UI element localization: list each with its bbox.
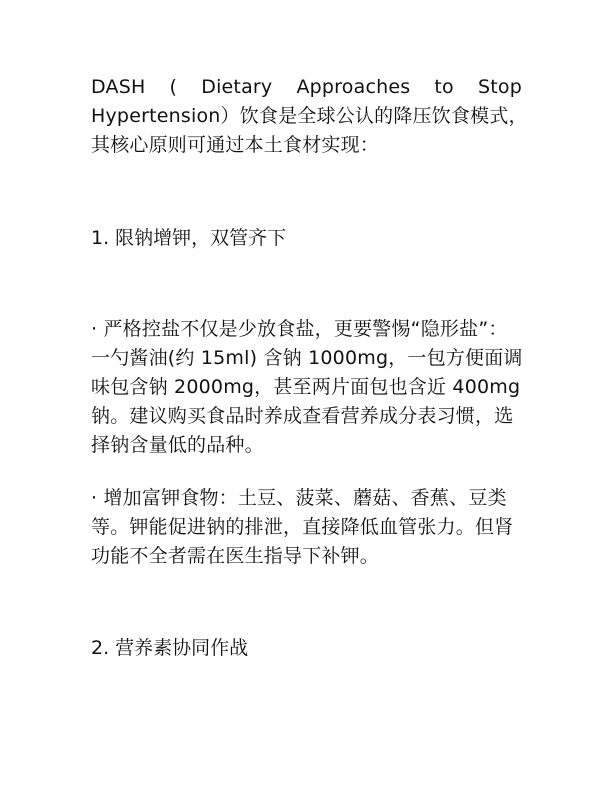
bullet-1-line: 一勺酱油(约 15ml) 含钠 1000mg，一包方便面调 xyxy=(91,347,523,369)
bullet-1-line: 择钠含量低的品种。 xyxy=(91,434,264,456)
bullet-2-line: 等。钾能促进钠的排泄，直接降低血管张力。但肾 xyxy=(91,516,514,538)
bullet-1-line: 味包含钠 2000mg，甚至两片面包也含近 400mg xyxy=(91,376,521,398)
intro-word: Approaches xyxy=(296,76,411,98)
bullet-1-paragraph xyxy=(91,315,522,460)
bullet-1-line: · 严格控盐不仅是少放食盐，更要警惕“隐形盐”： xyxy=(91,318,508,340)
section-2-heading: 2. 营养素协同作战 xyxy=(91,637,249,659)
bullet-2-line: · 增加富钾食物：土豆、菠菜、蘑菇、香蕉、豆类 xyxy=(91,487,507,509)
intro-word: to xyxy=(434,76,454,98)
intro-paragraph xyxy=(91,73,528,160)
bullet-1-line: 钠。建议购买食品时养成查看营养成分表习惯，选 xyxy=(91,405,514,427)
intro-word: Stop xyxy=(477,76,522,98)
intro-line-1 xyxy=(91,73,522,102)
bullet-2-line: 功能不全者需在医生指导下补钾。 xyxy=(91,545,380,567)
bullet-2-paragraph xyxy=(91,484,522,571)
intro-word: ( xyxy=(169,76,178,98)
intro-word: Dietary xyxy=(201,76,273,98)
section-1-heading: 1. 限钠增钾，双管齐下 xyxy=(91,227,287,249)
intro-line-3: 其核心原则可通过本土食材实现： xyxy=(91,134,380,156)
intro-line-2: Hypertension）饮食是全球公认的降压饮食模式， xyxy=(91,105,528,127)
intro-word: DASH xyxy=(91,76,146,98)
